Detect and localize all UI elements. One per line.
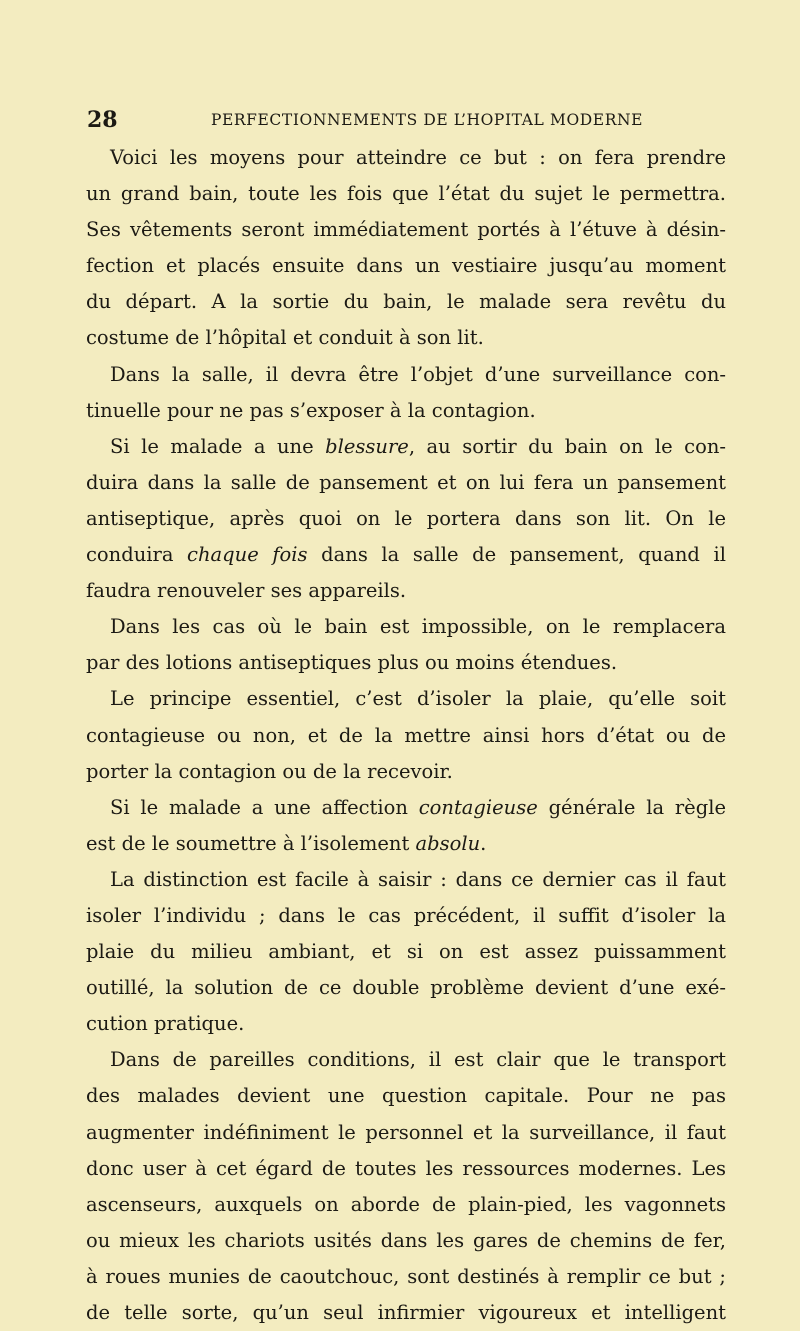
text-line xyxy=(86,465,726,501)
italic-text: chaque fois xyxy=(187,543,308,567)
text-line xyxy=(86,754,726,790)
body-text xyxy=(86,140,726,1331)
text-segment: Dans la salle, il devra être l’objet d’une surveillance con- xyxy=(110,362,726,386)
text-segment: outillé, la solution de ce double problème devient d’une exé- xyxy=(86,976,726,1000)
text-line xyxy=(86,1151,726,1187)
running-head: PERFECTIONNEMENTS DE L’HOPITAL MODERNE xyxy=(210,111,644,129)
text-segment: porter la contagion ou de la recevoir. xyxy=(86,759,453,783)
text-segment: , au sortir du bain on le con- xyxy=(408,434,726,458)
text-line xyxy=(86,790,726,826)
text-line xyxy=(86,537,726,573)
text-line xyxy=(86,176,726,212)
text-line xyxy=(86,501,726,537)
text-line xyxy=(86,573,726,609)
text-line xyxy=(86,140,726,176)
text-segment: Le principe essentiel, c’est d’isoler la plaie, qu’elle soit xyxy=(110,687,726,711)
text-line xyxy=(86,898,726,934)
text-segment: antiseptique, après quoi on le portera dans son lit. On le xyxy=(86,506,726,530)
text-segment: Dans de pareilles conditions, il est clair que le transport xyxy=(110,1048,726,1072)
text-line xyxy=(86,320,726,356)
text-segment: donc user à cet égard de toutes les ressources modernes. Les xyxy=(86,1156,726,1180)
page-number: 28 xyxy=(87,107,118,133)
text-segment: augmenter indéfiniment le personnel et la surveillance, il faut xyxy=(86,1120,726,1144)
text-segment: plaie du milieu ambiant, et si on est assez puissamment xyxy=(86,940,726,964)
text-segment: faudra renouveler ses appareils. xyxy=(86,579,407,603)
text-segment: Dans les cas où le bain est impossible, on le remplacera xyxy=(110,615,726,639)
text-line xyxy=(86,1006,726,1042)
text-line xyxy=(86,1115,726,1151)
text-segment: du départ. A la sortie du bain, le malade sera revêtu du xyxy=(86,290,726,314)
text-segment: Ses vêtements seront immédiatement portés à l’étuve à désin- xyxy=(86,218,726,242)
text-line xyxy=(86,429,726,465)
text-segment: ascenseurs, auxquels on aborde de plain-pied, les vagonnets xyxy=(86,1192,726,1216)
text-segment: duira dans la salle de pansement et on lui fera un pansement xyxy=(86,470,726,494)
text-line xyxy=(86,970,726,1006)
text-segment: des malades devient une question capitale. Pour ne pas xyxy=(86,1084,726,1108)
text-line xyxy=(86,826,726,862)
text-line xyxy=(86,212,726,248)
text-segment: Voici les moyens pour atteindre ce but : on fera prendre xyxy=(110,146,726,169)
text-segment: tinuelle pour ne pas s’exposer à la contagion. xyxy=(86,398,536,422)
paragraph xyxy=(86,862,726,1042)
paragraph xyxy=(86,681,726,789)
text-segment: costume de l’hôpital et conduit à son lit. xyxy=(86,326,484,350)
text-line xyxy=(86,1223,726,1259)
text-line xyxy=(86,862,726,898)
paragraph xyxy=(86,429,726,609)
text-segment: générale la règle xyxy=(537,795,726,819)
text-line xyxy=(86,1042,726,1078)
text-line xyxy=(86,284,726,320)
text-segment: dans la salle de pansement, quand il xyxy=(307,543,726,567)
text-segment: cution pratique. xyxy=(86,1012,245,1036)
text-segment: isoler l’individu ; dans le cas précédent, il suffit d’isoler la xyxy=(86,903,726,927)
text-line xyxy=(86,1259,726,1295)
text-segment: contagieuse ou non, et de la mettre ainsi hors d’état ou de xyxy=(86,723,726,747)
text-line xyxy=(86,718,726,754)
text-line xyxy=(86,645,726,681)
paragraph xyxy=(86,357,726,429)
paragraph xyxy=(86,790,726,862)
text-line xyxy=(86,1078,726,1114)
text-segment: ou mieux les chariots usités dans les gares de chemins de fer, xyxy=(86,1228,726,1252)
text-segment: fection et placés ensuite dans un vestiaire jusqu’au moment xyxy=(86,254,726,278)
page-header xyxy=(87,107,723,133)
italic-text: contagieuse xyxy=(418,795,538,819)
text-line xyxy=(86,681,726,717)
text-segment: Si le malade a une xyxy=(110,434,326,458)
text-segment: un grand bain, toute les fois que l’état du sujet le permettra. xyxy=(86,182,726,206)
text-segment: de telle sorte, qu’un seul infirmier vigoureux et intelligent xyxy=(86,1301,726,1324)
text-line xyxy=(86,248,726,284)
text-line xyxy=(86,934,726,970)
text-segment: Si le malade a une affection xyxy=(110,795,419,819)
text-segment: . xyxy=(480,831,487,855)
italic-text: blessure xyxy=(325,434,409,458)
text-segment: par des lotions antiseptiques plus ou moins étendues. xyxy=(86,651,618,675)
text-segment: à roues munies de caoutchouc, sont destinés à remplir ce but ; xyxy=(86,1264,726,1288)
text-segment: est de le soumettre à l’isolement xyxy=(86,831,416,855)
paragraph xyxy=(86,1042,726,1331)
italic-text: absolu xyxy=(415,831,481,855)
text-segment: conduira xyxy=(86,543,188,567)
text-line xyxy=(86,393,726,429)
paragraph xyxy=(86,140,726,357)
text-line xyxy=(86,1187,726,1223)
text-line xyxy=(86,609,726,645)
text-segment: La distinction est facile à saisir : dans ce dernier cas il faut xyxy=(110,867,726,891)
text-line xyxy=(86,1295,726,1331)
paragraph xyxy=(86,609,726,681)
text-line xyxy=(86,357,726,393)
